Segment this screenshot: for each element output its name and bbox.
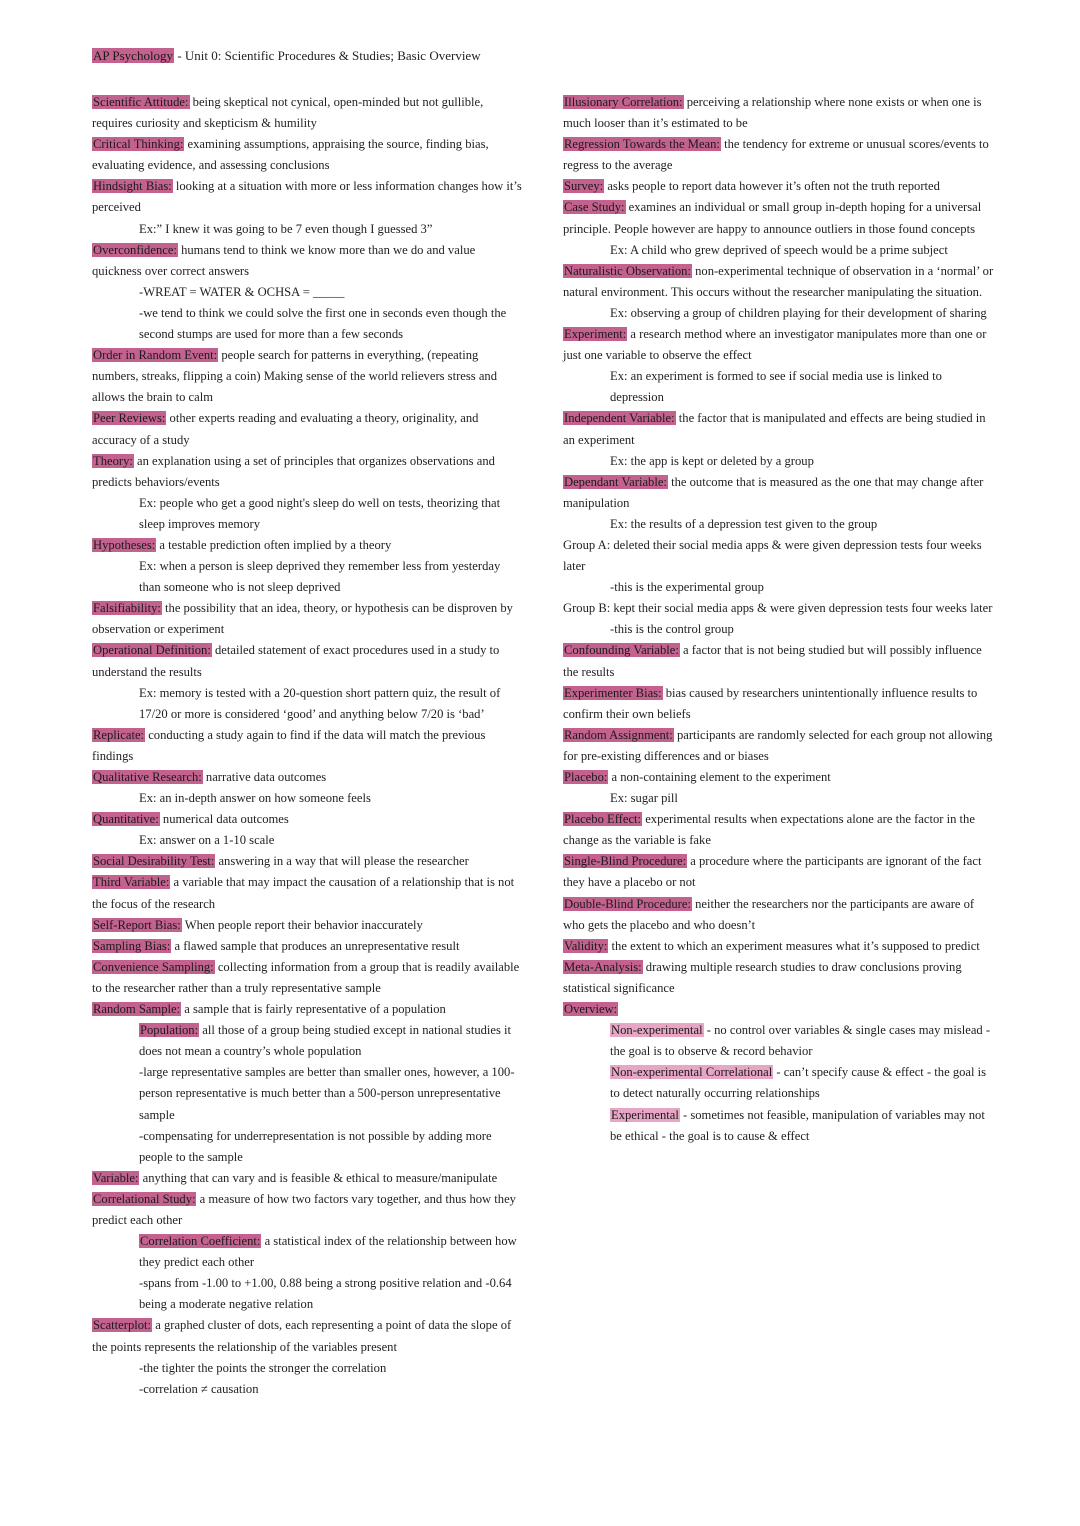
definition-falsifiability <box>92 598 522 640</box>
definition-text: Ex: sugar pill <box>610 791 678 806</box>
definition-text: a variable that may impact the causation of a relationship that is not the focus of the research <box>92 875 515 911</box>
definition-theory <box>92 451 522 493</box>
definition-text: all those of a group being studied except in national studies it does not mean a country’s whole population <box>139 1023 512 1059</box>
term-highlight: Overconfidence: <box>93 242 177 257</box>
term-highlight: Quantitative: <box>93 812 159 827</box>
definition-text: Ex: people who get a good night's sleep do well on tests, theorizing that sleep improves memory <box>139 495 501 531</box>
definition-variable <box>92 1168 522 1189</box>
definition-text: Ex: memory is tested with a 20-question short pattern quiz, the result of 17/20 or more is considered ‘good’ and anything below 7/20 is ‘bad’ <box>139 685 501 721</box>
definition-text: participants are randomly selected for each group not allowing for pre-existing differences and or biases <box>563 727 993 763</box>
definition-text: -compensating for underrepresentation is not possible by adding more people to the sample <box>139 1128 492 1164</box>
definition-text: a measure of how two factors vary together, and thus how they predict each other <box>92 1191 516 1227</box>
note-line <box>92 1379 522 1400</box>
definition-text: -WREAT = WATER & OCHSA = _____ <box>139 284 345 299</box>
definition-text: a factor that is not being studied but will possibly influence the results <box>563 643 982 679</box>
definition-text: Ex:” I knew it was going to be 7 even though I guessed 3” <box>139 221 433 236</box>
term-highlight: Falsifiability: <box>93 601 161 616</box>
definition-meta-analysis <box>563 957 995 999</box>
definition-text: Ex: the results of a depression test given to the group <box>610 516 878 531</box>
definition-experiment <box>563 324 995 366</box>
definition-text: experimental results when expectations alone are the factor in the change as the variable is fake <box>563 812 975 848</box>
definition-experimental <box>563 1105 995 1147</box>
note-line <box>92 683 522 725</box>
term-highlight: Validity: <box>564 938 608 953</box>
definition-regression-towards-the-mean <box>563 134 995 176</box>
term-highlight: Qualitative Research: <box>93 770 202 784</box>
definition-text: Group B: kept their social media apps & were given depression tests four weeks later <box>563 601 993 616</box>
term-highlight: Experimental <box>611 1107 679 1122</box>
subject-highlight: AP Psychology <box>93 48 174 63</box>
term-highlight: Variable: <box>93 1170 139 1185</box>
definition-scientific-attitude <box>92 92 522 134</box>
definition-naturalistic-observation <box>563 261 995 303</box>
definition-text: neither the researchers nor the participants are aware of who gets the placebo and who doesn’t <box>563 896 975 932</box>
definition-dependant-variable <box>563 472 995 514</box>
definition-self-report-bias <box>92 915 522 936</box>
definition-text: Ex: an experiment is formed to see if social media use is linked to depression <box>610 369 942 405</box>
term-highlight: Sampling Bias: <box>93 938 171 953</box>
right-column <box>563 92 995 1147</box>
definition-text: -this is the experimental group <box>610 580 764 595</box>
term-highlight: Peer Reviews: <box>93 411 166 426</box>
definition-operational-definition <box>92 640 522 682</box>
definition-text: being skeptical not cynical, open-minded but not gullible, requires curiosity and skepticism & humility <box>92 95 484 131</box>
definition-scatterplot <box>92 1315 522 1357</box>
definition-text: the possibility that an idea, theory, or hypothesis can be disproven by observation or experiment <box>92 601 513 637</box>
definition-text: answering in a way that will please the researcher <box>215 854 469 869</box>
title-text: - Unit 0: Scientific Procedures & Studies; Basic Overview <box>174 48 481 63</box>
definition-order-in-random-event <box>92 345 522 408</box>
definition-text: collecting information from a group that is readily available to the researcher rather than a truly representative sample <box>92 959 520 995</box>
term-highlight: Independent Variable: <box>564 411 675 426</box>
definition-text: -this is the control group <box>610 622 734 637</box>
page-title <box>92 46 481 66</box>
definition-text: non-experimental technique of observation in a ‘normal’ or natural environment. This occurs without the researcher manipulating the situation. <box>563 263 994 299</box>
note-line <box>92 282 522 303</box>
term-highlight: Critical Thinking: <box>93 137 184 152</box>
note-line <box>92 303 522 345</box>
definition-correlation-coefficient <box>92 1231 522 1273</box>
term-highlight: Operational Definition: <box>93 643 211 658</box>
term-highlight: Random Assignment: <box>564 727 673 742</box>
note-line <box>563 619 995 640</box>
definition-text: Ex: A child who grew deprived of speech would be a prime subject <box>610 242 948 257</box>
definition-text: drawing multiple research studies to draw conclusions proving statistical significance <box>563 959 962 995</box>
definition-text: a testable prediction often implied by a theory <box>156 537 392 552</box>
term-highlight: Naturalistic Observation: <box>564 263 691 278</box>
term-highlight: Third Variable: <box>93 875 170 890</box>
definition-peer-reviews <box>92 408 522 450</box>
definition-text: - can’t specify cause & effect - the goal is to detect naturally occurring relationships <box>610 1065 987 1101</box>
definition-text: a graphed cluster of dots, each representing a point of data the slope of the points represents the relationship of the variables present <box>92 1318 512 1354</box>
definition-case-study <box>563 197 995 239</box>
definition-experimenter-bias <box>563 683 995 725</box>
note-line <box>92 556 522 598</box>
term-highlight: Non-experimental <box>611 1023 703 1038</box>
definition-social-desirability-test <box>92 851 522 872</box>
definition-survey <box>563 176 995 197</box>
left-column <box>92 92 522 1400</box>
term-highlight: Meta-Analysis: <box>564 959 642 974</box>
term-highlight: Hypotheses: <box>93 537 156 552</box>
note-line <box>563 366 995 408</box>
definition-text: numerical data outcomes <box>159 812 289 827</box>
definition-qualitative-research <box>92 767 522 788</box>
definition-text: looking at a situation with more or less information changes how it’s perceived <box>92 179 522 215</box>
definition-text: humans tend to think we know more than we do and value quickness over correct answers <box>92 242 476 278</box>
definition-text: asks people to report data however it’s often not the truth reported <box>604 179 940 194</box>
term-highlight: Case Study: <box>564 200 625 215</box>
definition-text: the outcome that is measured as the one that may change after manipulation <box>563 474 984 510</box>
term-highlight: Dependant Variable: <box>564 474 667 489</box>
definition-random-sample <box>92 999 522 1020</box>
note-line <box>92 219 522 240</box>
term-highlight: Theory: <box>93 453 133 468</box>
definition-hindsight-bias <box>92 176 522 218</box>
note-line <box>563 240 995 261</box>
definition-text: When people report their behavior inaccurately <box>181 917 423 932</box>
definition-text: Ex: an in-depth answer on how someone feels <box>139 791 371 806</box>
term-highlight: Survey: <box>564 179 604 194</box>
term-highlight: Replicate: <box>93 727 145 742</box>
definition-text: the extent to which an experiment measures what it’s supposed to predict <box>608 938 980 953</box>
definition-text: - no control over variables & single cases may mislead - the goal is to observe & record behavior <box>610 1023 991 1059</box>
definition-text: -correlation ≠ causation <box>139 1381 259 1396</box>
term-highlight: Social Desirability Test: <box>93 854 215 869</box>
definition-text: a flawed sample that produces an unrepresentative result <box>171 938 460 953</box>
definition-text: other experts reading and evaluating a theory, originality, and accuracy of a study <box>92 411 479 447</box>
definition-text: -the tighter the points the stronger the correlation <box>139 1360 387 1375</box>
definition-text: Group A: deleted their social media apps & were given depression tests four weeks later <box>563 537 982 574</box>
definition-non-experimental <box>563 1020 995 1062</box>
definition-text: perceiving a relationship where none exists or when one is much looser than it’s estimated to be <box>563 95 982 131</box>
definition-text: a statistical index of the relationship between how they predict each other <box>139 1234 517 1270</box>
definition-quantitative <box>92 809 522 830</box>
definition-text: conducting a study again to find if the data will match the previous findings <box>92 727 486 763</box>
definition-critical-thinking <box>92 134 522 176</box>
definition-text: people search for patterns in everything, (repeating numbers, streaks, flipping a coin) Making sense of the world relievers stress and allows the brain to calm <box>92 348 497 405</box>
term-highlight: Confounding Variable: <box>564 643 679 658</box>
note-line <box>563 598 995 619</box>
definition-text: -large representative samples are better than smaller ones, however, a 100-person representative is much better than a 500-person unrepresentative sample <box>139 1065 515 1122</box>
definition-single-blind-procedure <box>563 851 995 893</box>
term-highlight: Order in Random Event: <box>93 348 218 363</box>
definition-replicate <box>92 725 522 767</box>
definition-third-variable <box>92 872 522 914</box>
definition-independent-variable <box>563 408 995 450</box>
term-highlight: Overview: <box>564 1002 618 1017</box>
term-highlight: Experiment: <box>564 327 627 342</box>
note-line <box>563 514 995 535</box>
definition-text: examining assumptions, appraising the source, finding bias, evaluating evidence, and assessing conclusions <box>92 137 489 173</box>
definition-text: a procedure where the participants are ignorant of the fact they have a placebo or not <box>563 854 982 890</box>
definition-text: -we tend to think we could solve the first one in seconds even though the second stumps are used for more than a few seconds <box>139 305 507 342</box>
definition-overview <box>563 999 995 1020</box>
definition-confounding-variable <box>563 640 995 682</box>
definition-random-assignment <box>563 725 995 767</box>
term-highlight: Correlational Study: <box>93 1191 196 1206</box>
definition-illusionary-correlation <box>563 92 995 134</box>
note-line <box>563 303 995 324</box>
term-highlight: Scatterplot: <box>93 1318 152 1333</box>
term-highlight: Placebo: <box>564 770 608 784</box>
definition-text: Ex: the app is kept or deleted by a group <box>610 453 814 468</box>
note-line <box>92 493 522 535</box>
definition-text: a research method where an investigator manipulates more than one or just one variable to observe the effect <box>563 327 987 363</box>
definition-hypotheses <box>92 535 522 556</box>
definition-placebo-effect <box>563 809 995 851</box>
definition-text: bias caused by researchers unintentionally influence results to confirm their own beliefs <box>563 685 978 721</box>
term-highlight: Single-Blind Procedure: <box>564 854 687 869</box>
definition-text: detailed statement of exact procedures used in a study to understand the results <box>92 643 500 679</box>
term-highlight: Scientific Attitude: <box>93 95 189 109</box>
definition-text: Ex: answer on a 1-10 scale <box>139 833 275 848</box>
definition-text: examines an individual or small group in-depth hoping for a universal principle. People however are happy to announce outliers in those found concepts <box>563 200 982 236</box>
note-line <box>563 451 995 472</box>
term-highlight: Correlation Coefficient: <box>140 1234 261 1249</box>
note-line <box>92 830 522 851</box>
term-highlight: Illusionary Correlation: <box>564 95 683 109</box>
term-highlight: Population: <box>140 1023 199 1038</box>
note-line <box>563 577 995 598</box>
term-highlight: Self-Report Bias: <box>93 917 181 932</box>
term-highlight: Double-Blind Procedure: <box>564 896 691 911</box>
term-highlight: Convenience Sampling: <box>93 959 214 974</box>
definition-correlational-study <box>92 1189 522 1231</box>
term-highlight: Random Sample: <box>93 1002 181 1017</box>
term-highlight: Experimenter Bias: <box>564 685 662 700</box>
definition-population <box>92 1020 522 1062</box>
term-highlight: Hindsight Bias: <box>93 179 172 194</box>
definition-double-blind-procedure <box>563 894 995 936</box>
definition-convenience-sampling <box>92 957 522 999</box>
definition-validity <box>563 936 995 957</box>
definition-text: Ex: observing a group of children playing for their development of sharing <box>610 305 987 320</box>
term-highlight: Placebo Effect: <box>564 812 642 827</box>
definition-sampling-bias <box>92 936 522 957</box>
term-highlight: Non-experimental Correlational <box>611 1065 773 1080</box>
note-line <box>92 1358 522 1379</box>
definition-text: a non-containing element to the experiment <box>608 770 831 784</box>
definition-placebo <box>563 767 995 788</box>
definition-text: the tendency for extreme or unusual scores/events to regress to the average <box>563 137 989 173</box>
note-line <box>563 788 995 809</box>
definition-text: -spans from -1.00 to +1.00, 0.88 being a strong positive relation and -0.64 being a moderate negative relation <box>139 1276 512 1312</box>
definition-text: anything that can vary and is feasible & ethical to measure/manipulate <box>139 1170 498 1185</box>
note-line <box>92 1062 522 1125</box>
note-line <box>92 1126 522 1168</box>
definition-text: Ex: when a person is sleep deprived they remember less from yesterday than someone who is not sleep deprived <box>139 559 501 595</box>
definition-non-experimental-correlational <box>563 1062 995 1104</box>
definition-overconfidence <box>92 240 522 282</box>
note-line <box>563 535 995 577</box>
definition-text: an explanation using a set of principles that organizes observations and predicts behaviors/events <box>92 453 495 489</box>
note-line <box>92 788 522 809</box>
definition-text: the factor that is manipulated and effects are being studied in an experiment <box>563 411 986 447</box>
definition-text: - sometimes not feasible, manipulation of variables may not be ethical - the goal is to cause & effect <box>610 1107 985 1143</box>
definition-text: a sample that is fairly representative of a population <box>181 1002 446 1017</box>
definition-text: narrative data outcomes <box>202 770 327 784</box>
term-highlight: Regression Towards the Mean: <box>564 137 720 152</box>
note-line <box>92 1273 522 1315</box>
